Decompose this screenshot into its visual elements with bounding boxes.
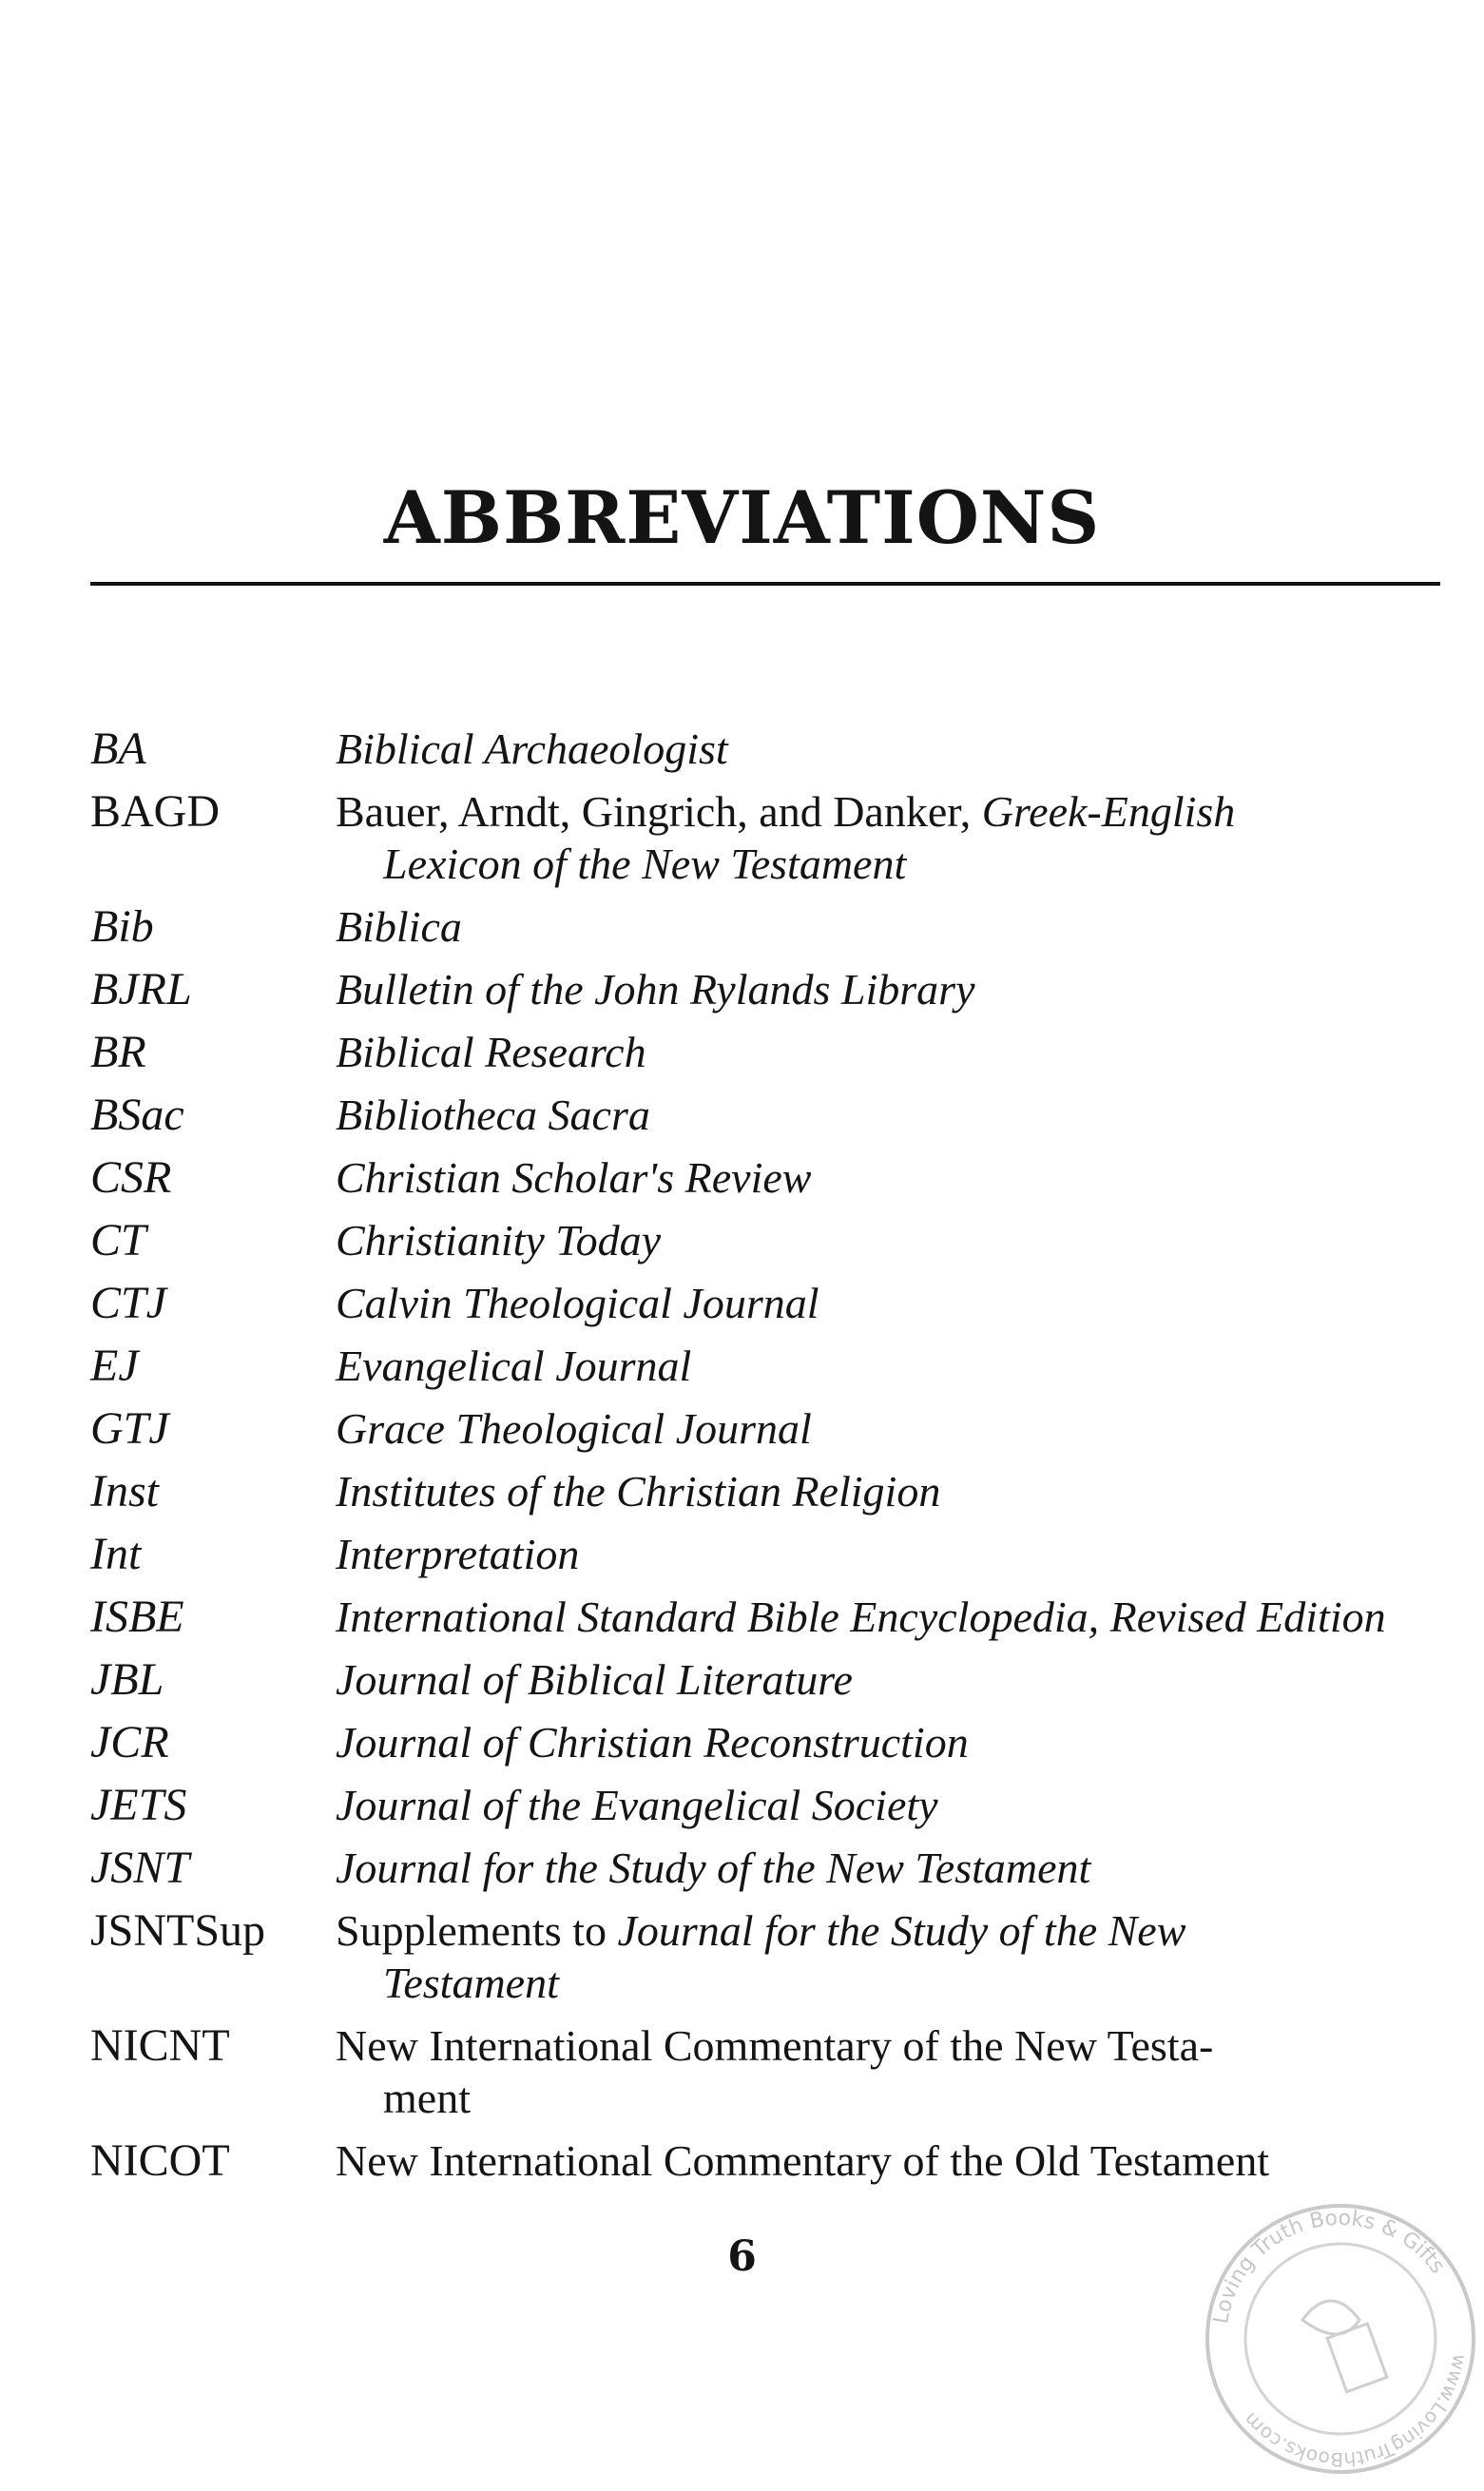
definition-text: Christian Scholar's Review: [336, 1153, 812, 1202]
abbreviation-code: BSac: [90, 1090, 184, 1140]
abbreviation-definition: [336, 1402, 1450, 1455]
abbreviation-code: ISBE: [90, 1592, 184, 1642]
definition-continuation: [336, 838, 1450, 890]
abbreviation-row: [90, 1277, 1450, 1329]
abbreviation-row: [90, 1904, 1450, 2009]
definition-text: Journal of the Evangelical Society: [336, 1781, 938, 1829]
abbreviation-definition: [336, 1277, 1450, 1329]
abbreviation-code: JETS: [90, 1780, 187, 1830]
definition-text: Journal of Christian Reconstruction: [336, 1718, 969, 1767]
definition-text: Institutes of the Christian Religion: [336, 1467, 941, 1516]
abbreviation-code: JSNT: [90, 1843, 190, 1893]
page-title: ABBREVIATIONS: [383, 475, 1101, 560]
abbreviation-definition: [336, 1904, 1450, 2009]
title-rule: [90, 582, 1440, 586]
definition-text: Lexicon of the New Testament: [383, 840, 907, 888]
definition-text: Supplements to: [336, 1906, 618, 1955]
abbreviation-row: [90, 1151, 1450, 1204]
abbreviation-code: Bib: [90, 901, 154, 952]
definition-text: New International Commentary of the Old Testament: [336, 2136, 1270, 2185]
abbreviation-row: [90, 1089, 1450, 1141]
abbreviation-definition: [336, 1089, 1450, 1141]
abbreviation-code: BAGD: [90, 786, 221, 837]
abbreviation-code: GTJ: [90, 1403, 169, 1454]
abbreviation-row: [90, 723, 1450, 775]
abbreviation-code: NICOT: [90, 2135, 230, 2186]
abbreviation-definition: [336, 1716, 1450, 1768]
definition-text: Bulletin of the John Rylands Library: [336, 965, 975, 1014]
definition-text: Journal of Biblical Literature: [336, 1655, 853, 1704]
definition-text: Biblical Archaeologist: [336, 724, 728, 773]
abbreviation-code: BA: [90, 724, 146, 774]
definition-text: Journal for the Study of the New: [617, 1906, 1186, 1955]
definition-text: Bauer, Arndt, Gingrich, and Danker,: [336, 787, 982, 836]
abbreviation-definition: [336, 1591, 1450, 1643]
definition-continuation: [336, 1957, 1450, 2009]
abbreviation-definition: [336, 1528, 1450, 1580]
abbreviation-row: [90, 785, 1450, 890]
definition-text: Journal for the Study of the New Testament: [336, 1844, 1091, 1892]
abbreviation-definition: [336, 2134, 1450, 2187]
abbreviation-row: [90, 1465, 1450, 1517]
definition-text: Testament: [383, 1959, 559, 2007]
abbreviation-code: JCR: [90, 1717, 169, 1767]
abbreviation-definition: [336, 963, 1450, 1015]
abbreviation-code: NICNT: [90, 2020, 230, 2071]
abbreviation-code: EJ: [90, 1341, 139, 1391]
abbreviation-code: BR: [90, 1027, 146, 1077]
abbreviation-row: [90, 1842, 1450, 1894]
abbreviation-definition: [336, 1842, 1450, 1894]
page-number: 6: [727, 2232, 757, 2281]
abbreviation-row: [90, 1214, 1450, 1266]
abbreviation-definition: [336, 1465, 1450, 1517]
abbreviation-row: [90, 1528, 1450, 1580]
abbreviation-row: [90, 2019, 1450, 2124]
abbreviation-row: [90, 1779, 1450, 1831]
watermark-seal-icon: [1188, 2187, 1484, 2491]
abbreviation-definition: [336, 1151, 1450, 1204]
abbreviation-row: [90, 1340, 1450, 1392]
abbreviation-code: CT: [90, 1215, 146, 1265]
definition-text: Interpretation: [336, 1530, 580, 1578]
abbreviation-definition: [336, 1214, 1450, 1266]
abbreviation-code: Int: [90, 1529, 142, 1579]
definition-text: New International Commentary of the New Testa-: [336, 2021, 1214, 2070]
abbreviation-definition: [336, 1340, 1450, 1392]
abbreviation-definition: [336, 900, 1450, 953]
abbreviation-row: [90, 1402, 1450, 1455]
abbreviation-code: CSR: [90, 1152, 172, 1203]
abbreviation-row: [90, 1026, 1450, 1078]
abbreviation-code: Inst: [90, 1466, 159, 1516]
definition-text: ment: [383, 2074, 471, 2122]
stamp-text: Loving Truth Books & Gifts: [1209, 2206, 1450, 2326]
abbreviation-definition: [336, 1653, 1450, 1706]
definition-text: International Standard Bible Encyclopedia, Revised Edition: [336, 1593, 1386, 1641]
abbreviation-row: [90, 1716, 1450, 1768]
definition-text: Bibliotheca Sacra: [336, 1091, 650, 1139]
definition-continuation: [336, 2072, 1450, 2124]
abbreviation-row: [90, 963, 1450, 1015]
definition-text: Christianity Today: [336, 1216, 662, 1265]
definition-text: Greek-English: [981, 787, 1236, 836]
abbreviation-code: JSNTSup: [90, 1905, 266, 1956]
abbreviation-row: [90, 2134, 1450, 2187]
abbreviation-row: [90, 900, 1450, 953]
abbreviation-row: [90, 1653, 1450, 1706]
abbreviation-list: [90, 723, 1450, 2197]
abbreviation-code: BJRL: [90, 964, 192, 1014]
abbreviation-definition: [336, 1026, 1450, 1078]
abbreviation-row: [90, 1591, 1450, 1643]
abbreviation-definition: [336, 1779, 1450, 1831]
abbreviation-definition: [336, 2019, 1450, 2124]
definition-text: Biblical Research: [336, 1028, 646, 1076]
abbreviation-code: JBL: [90, 1654, 164, 1705]
definition-text: Calvin Theological Journal: [336, 1279, 819, 1327]
definition-text: Evangelical Journal: [336, 1342, 692, 1390]
abbreviation-code: CTJ: [90, 1278, 167, 1328]
stamp-url: www.LovingTruthBooks.com: [1239, 2352, 1472, 2472]
abbreviation-definition: [336, 723, 1450, 775]
abbreviation-definition: [336, 785, 1450, 890]
definition-text: Grace Theological Journal: [336, 1404, 812, 1453]
definition-text: Biblica: [336, 902, 462, 951]
